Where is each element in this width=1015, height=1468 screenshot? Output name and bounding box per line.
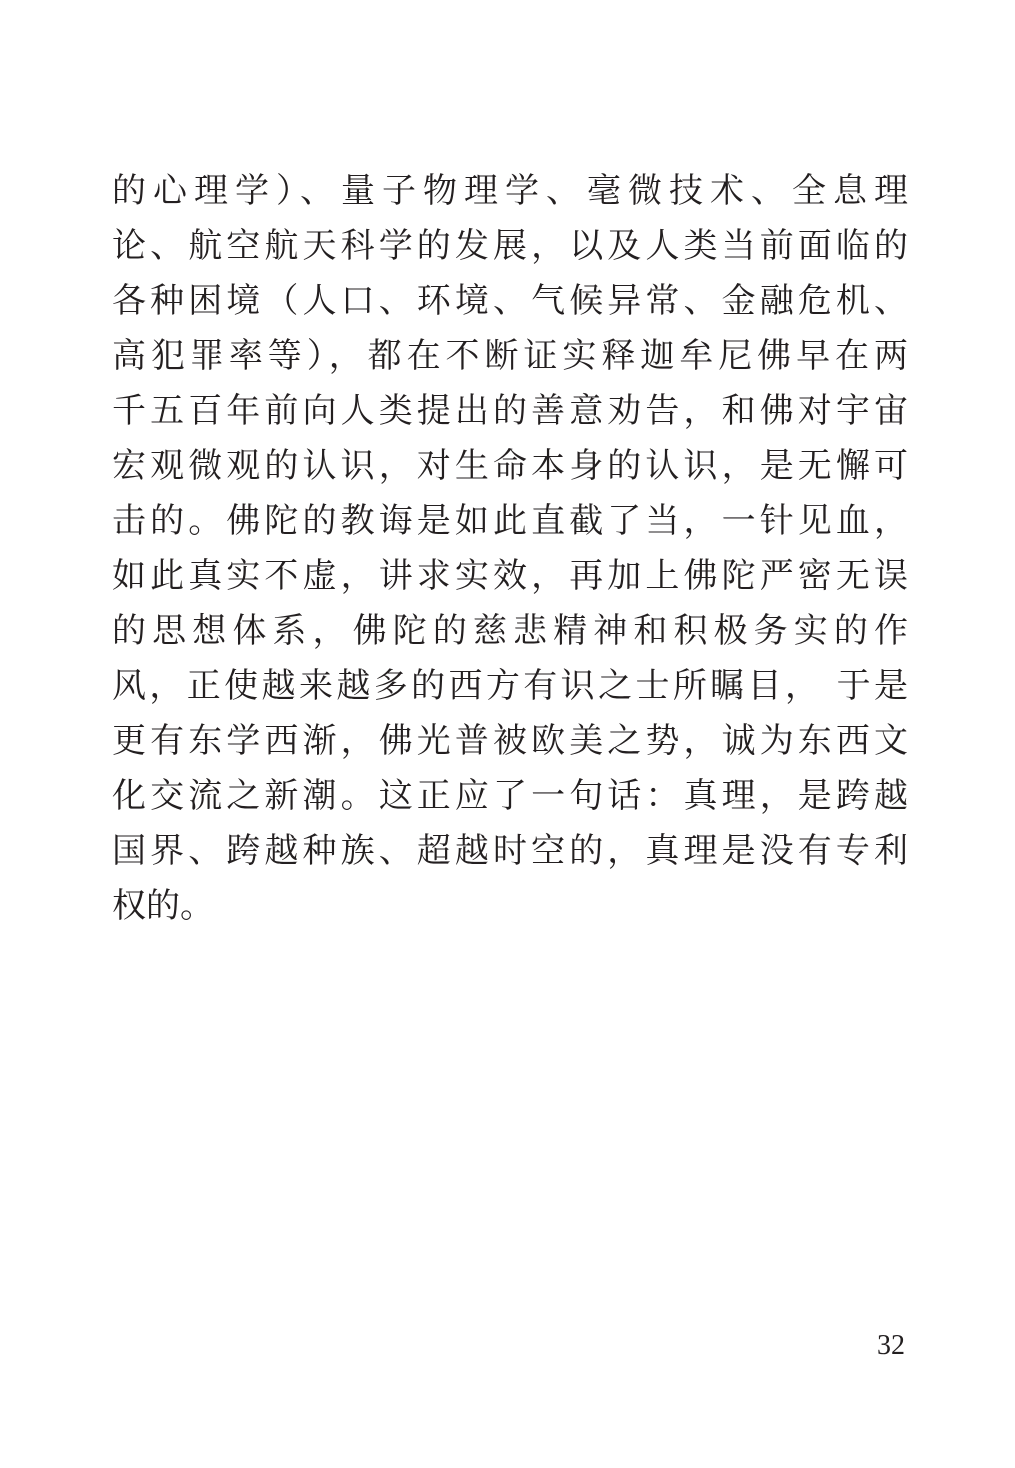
text-line: 论、航空航天科学的发展，以及人类当前面临的 [112, 226, 908, 266]
text-line: 化交流之新潮。这正应了一句话：真理，是跨越 [112, 776, 908, 816]
text-line: 宏观微观的认识，对生命本身的认识，是无懈可 [112, 446, 908, 486]
text-line: 权的。 [112, 886, 214, 926]
text-line: 的心理学）、量子物理学、毫微技术、全息理 [112, 171, 908, 211]
text-line: 高犯罪率等），都在不断证实释迦牟尼佛早在两 [112, 336, 908, 376]
text-line: 如此真实不虚，讲求实效，再加上佛陀严密无误 [112, 556, 908, 596]
text-line: 更有东学西渐，佛光普被欧美之势，诚为东西文 [112, 721, 908, 761]
text-line: 的思想体系，佛陀的慈悲精神和积极务实的作 [112, 611, 908, 651]
text-line: 千五百年前向人类提出的善意劝告，和佛对宇宙 [112, 391, 908, 431]
text-line: 击的。佛陀的教诲是如此直截了当，一针见血， [112, 501, 908, 541]
body-paragraph [112, 164, 908, 934]
text-line: 各种困境（人口、环境、气候异常、金融危机、 [112, 281, 908, 321]
text-line: 国界、跨越种族、超越时空的，真理是没有专利 [112, 831, 908, 871]
text-line: 风，正使越来越多的西方有识之士所瞩目， 于是 [112, 666, 908, 706]
page-number: 32 [877, 1330, 905, 1361]
